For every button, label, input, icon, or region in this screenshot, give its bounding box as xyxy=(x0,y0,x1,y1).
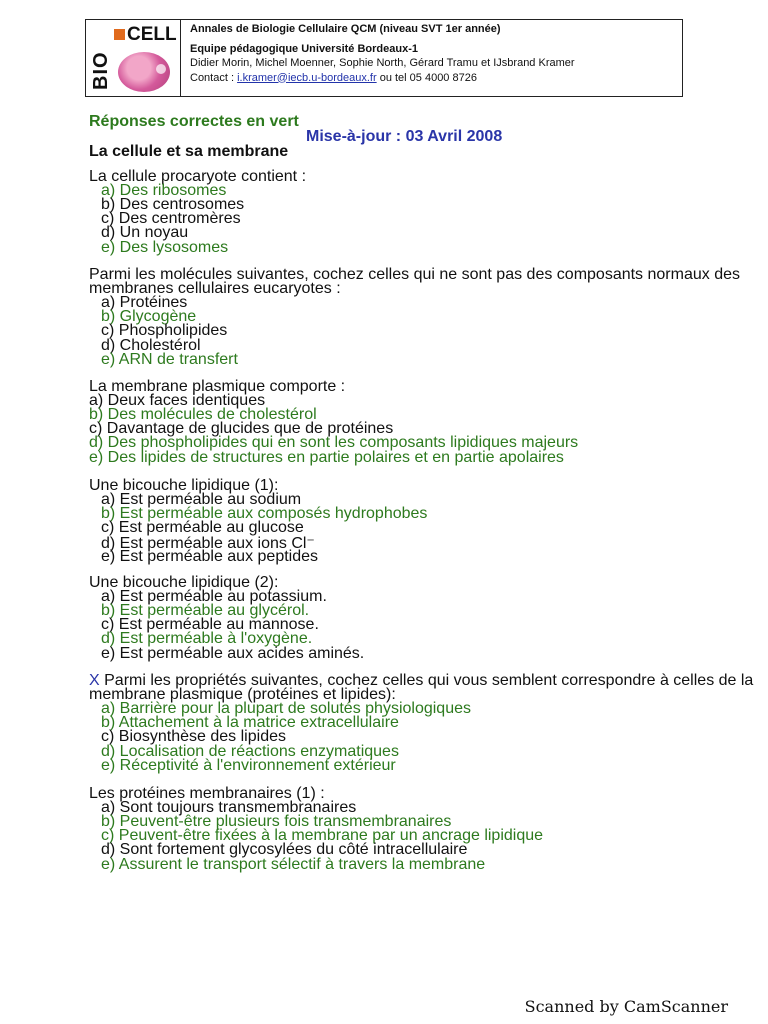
answer-option: c) Est perméable au glucose xyxy=(101,519,304,537)
answer-option: e) Réceptivité à l'environnement extérieur xyxy=(101,756,396,774)
answer-option: c) Biosynthèse des lipides xyxy=(101,728,286,746)
answer-option: e) ARN de transfert xyxy=(101,350,238,368)
answer-option: a) Des ribosomes xyxy=(101,182,227,200)
authors-line: Didier Morin, Michel Moenner, Sophie North, Gérard Tramu et IJsbrand Kramer xyxy=(190,57,575,69)
section-title: La cellule et sa membrane xyxy=(89,143,289,160)
question-stem-continued: membrane plasmique (protéines et lipides): xyxy=(89,686,396,704)
answer-option: b) Glycogène xyxy=(101,308,197,326)
answer-option: c) Davantage de glucides que de protéines xyxy=(89,420,394,438)
document-title: Annales de Biologie Cellulaire QCM (niveau SVT 1er année) xyxy=(190,23,501,35)
logo-cell-text: CELL xyxy=(127,24,177,45)
logo-highlight xyxy=(156,64,166,74)
biocell-logo xyxy=(86,20,181,96)
answer-option: c) Des centromères xyxy=(101,210,241,228)
answer-option: b) Est perméable au glycérol. xyxy=(101,602,310,620)
contact-phone: ou tel 05 4000 8726 xyxy=(376,71,477,84)
logo-square-icon xyxy=(114,29,125,40)
question-stem-text: Les protéines membranaires (1) : xyxy=(89,785,325,802)
answer-option: d) Un noyau xyxy=(101,224,189,242)
question-stem-text: Une bicouche lipidique (2): xyxy=(89,574,279,591)
answer-option: e) Des lipides de structures en partie polaires et en partie apolaires xyxy=(89,448,564,466)
question-stem-text: Une bicouche lipidique (1): xyxy=(89,477,279,494)
contact-label: Contact : xyxy=(190,71,238,84)
question-stem-text: La membrane plasmique comporte : xyxy=(89,378,346,395)
legend-correct-answers: Réponses correctes en vert xyxy=(89,113,299,130)
answer-option: c) Peuvent-être fixées à la membrane par un ancrage lipidique xyxy=(101,827,544,845)
answer-option: b) Des molécules de cholestérol xyxy=(89,406,317,424)
answer-option: e) Des lysosomes xyxy=(101,238,229,256)
answer-option: a) Est perméable au sodium xyxy=(101,491,302,509)
answer-option: a) Barrière pour la plupart de solutés physiologiques xyxy=(101,700,471,718)
answer-option: a) Protéines xyxy=(101,294,188,312)
answer-option: e) Est perméable aux acides aminés. xyxy=(101,644,365,662)
question-stem-text: La cellule procaryote contient : xyxy=(89,168,307,185)
header-info xyxy=(190,22,575,85)
answer-option: b) Attachement à la matrice extracellulaire xyxy=(101,714,399,732)
answer-option: b) Peuvent-être plusieurs fois transmembranaires xyxy=(101,813,452,831)
answer-option: a) Est perméable au potassium. xyxy=(101,588,327,606)
answer-option: d) Est perméable aux ions Cl⁻ xyxy=(101,535,315,553)
answer-option: b) Des centrosomes xyxy=(101,196,245,214)
team-line: Equipe pédagogique Université Bordeaux-1 xyxy=(190,42,418,55)
answer-option: d) Localisation de réactions enzymatiques xyxy=(101,742,399,760)
question-stem-text: Parmi les molécules suivantes, cochez celles qui ne sont pas des composants normaux des xyxy=(89,266,740,283)
answer-option: d) Cholestérol xyxy=(101,336,201,354)
answer-option: c) Est perméable au mannose. xyxy=(101,616,319,634)
answer-option: d) Sont fortement glycosylées du côté intracellulaire xyxy=(101,841,468,859)
answer-option: e) Est perméable aux peptides xyxy=(101,547,319,565)
logo-bio-text: BIO xyxy=(90,51,112,90)
header-box xyxy=(85,19,683,97)
answer-option: b) Est perméable aux composés hydrophobes xyxy=(101,505,428,523)
contact-email-link[interactable]: i.kramer@iecb.u-bordeaux.fr xyxy=(237,71,377,84)
answer-option: a) Sont toujours transmembranaires xyxy=(101,799,357,817)
contact-line xyxy=(190,71,575,86)
question-stem-continued: membranes cellulaires eucaryotes : xyxy=(89,280,341,298)
update-date: Mise-à-jour : 03 Avril 2008 xyxy=(306,128,503,145)
answer-option: c) Phospholipides xyxy=(101,322,228,340)
answer-option: d) Est perméable à l'oxygène. xyxy=(101,630,313,648)
answer-option: a) Deux faces identiques xyxy=(89,392,266,410)
scanner-watermark: Scanned by CamScanner xyxy=(524,997,728,1016)
question-marker: X xyxy=(89,672,100,689)
answer-option: d) Des phospholipides qui en sont les composants lipidiques majeurs xyxy=(89,434,579,452)
question-stem-text: Parmi les propriétés suivantes, cochez celles qui vous semblent correspondre à celles de la xyxy=(99,672,754,689)
answer-option: e) Assurent le transport sélectif à travers la membrane xyxy=(101,855,486,873)
